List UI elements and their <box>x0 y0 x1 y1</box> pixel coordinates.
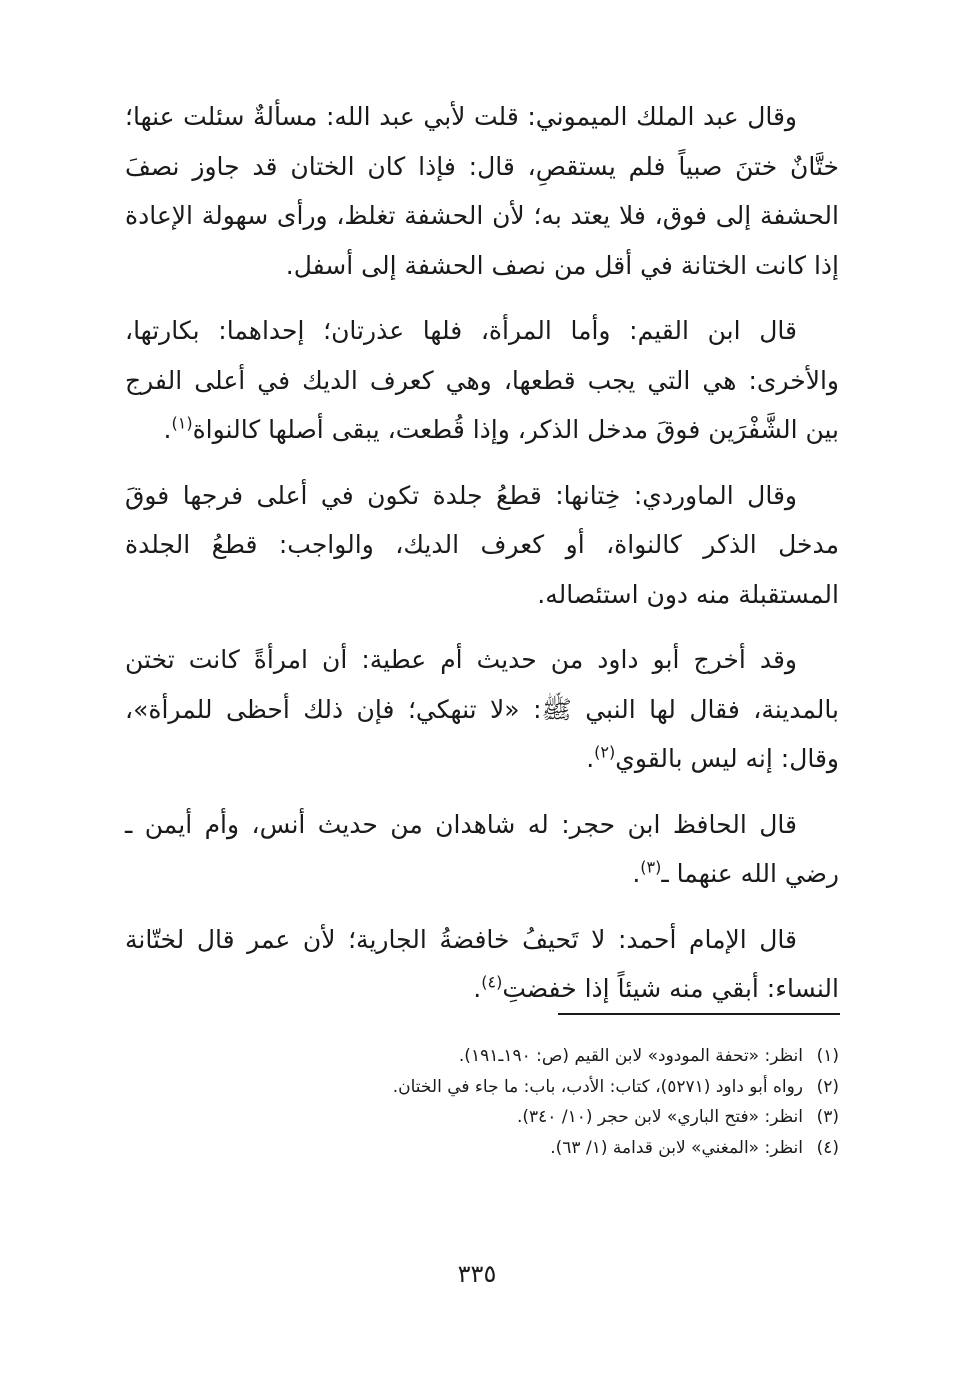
footnote-divider <box>558 1013 840 1015</box>
footnote-number: (١) <box>816 1046 839 1066</box>
footnote-ref-2[interactable]: (٢) <box>594 742 616 762</box>
footnote-text: انظر: «تحفة المودود» لابن القيم (ص: ١٩٠ـ١٩١). <box>458 1046 803 1066</box>
page-number: ٣٣٥ <box>457 1260 497 1288</box>
footnote-text: رواه أبو داود (٥٢٧١)، كتاب: الأدب، باب: ما جاء في الختان. <box>392 1076 803 1097</box>
footnote-3 <box>125 1102 839 1133</box>
paragraph-ibn-hajar: قال الحافظ ابن حجر: له شاهدان من حديث أنس، وأم أيمن ـ رضي الله عنهما ـ$^{(٣)}$. <box>125 809 839 888</box>
footnote-ref-1[interactable]: (١) <box>171 413 193 433</box>
footnote-number: (٤) <box>816 1137 839 1158</box>
paragraph-maymuni: وقال عبد الملك الميموني: قلت لأبي عبد الله: مسألةٌ سئلت عنها؛ ختَّانٌ ختنَ صبياً فلم يستقصِ، قال: فإذا كان الختان قد جاوز نصفَ الحشفة إلى فوق، فلا يعتد به؛ لأن الحشفة تغلظ، ورأى سهولة الإعادة إذا كانت الختانة في أقل من نصف الحشفة إلى أسفل. <box>125 102 839 280</box>
footnote-text: انظر: «المغني» لابن قدامة (١/ ٦٣). <box>550 1137 803 1158</box>
paragraph-abu-dawud: وقد أخرج أبو داود من حديث أم عطية: أن امرأةً كانت تختن بالمدينة، فقال لها النبي ﷺ: «لا تنهكي؛ فإن ذلك أحظى للمرأة»، وقال: إنه ليس بالقوي$^{(٢)}$. <box>125 645 839 773</box>
body-text <box>125 92 839 1030</box>
footnote-number: (٢) <box>816 1076 839 1097</box>
paragraph-ahmad: قال الإمام أحمد: لا تَحيفُ خافضةُ الجارية؛ لأن عمر قال لختّانة النساء: أبقي منه شيئاً إذا خفضتِ$^{(٤)}$. <box>125 924 839 1003</box>
footnote-number: (٣) <box>816 1107 839 1127</box>
paragraph-mawardi: وقال الماوردي: خِتانها: قطعُ جلدة تكون في أعلى فرجها فوقَ مدخل الذكر كالنواة، أو كعرف الديك، والواجب: قطعُ الجلدة المستقبلة منه دون استئصاله. <box>125 480 839 609</box>
footnote-ref-4[interactable]: (٤) <box>481 972 503 992</box>
footnote-4 <box>125 1133 839 1164</box>
footnote-1 <box>125 1041 839 1072</box>
paragraph-ibn-qayyim: قال ابن القيم: وأما المرأة، فلها عذرتان؛ إحداهما: بكارتها، والأخرى: هي التي يجب قطعها، وهي كعرف الديك في أعلى الفرج بين الشَّفْرَين فوقَ مدخل الذكر، وإذا قُطعت، يبقى أصلها كالنواة$^{(١)}$. <box>125 316 839 444</box>
footnotes <box>125 1041 839 1163</box>
footnote-2 <box>125 1072 839 1103</box>
footnote-text: انظر: «فتح الباري» لابن حجر (١٠/ ٣٤٠). <box>516 1107 803 1127</box>
footnote-ref-3[interactable]: (٣) <box>640 857 662 877</box>
